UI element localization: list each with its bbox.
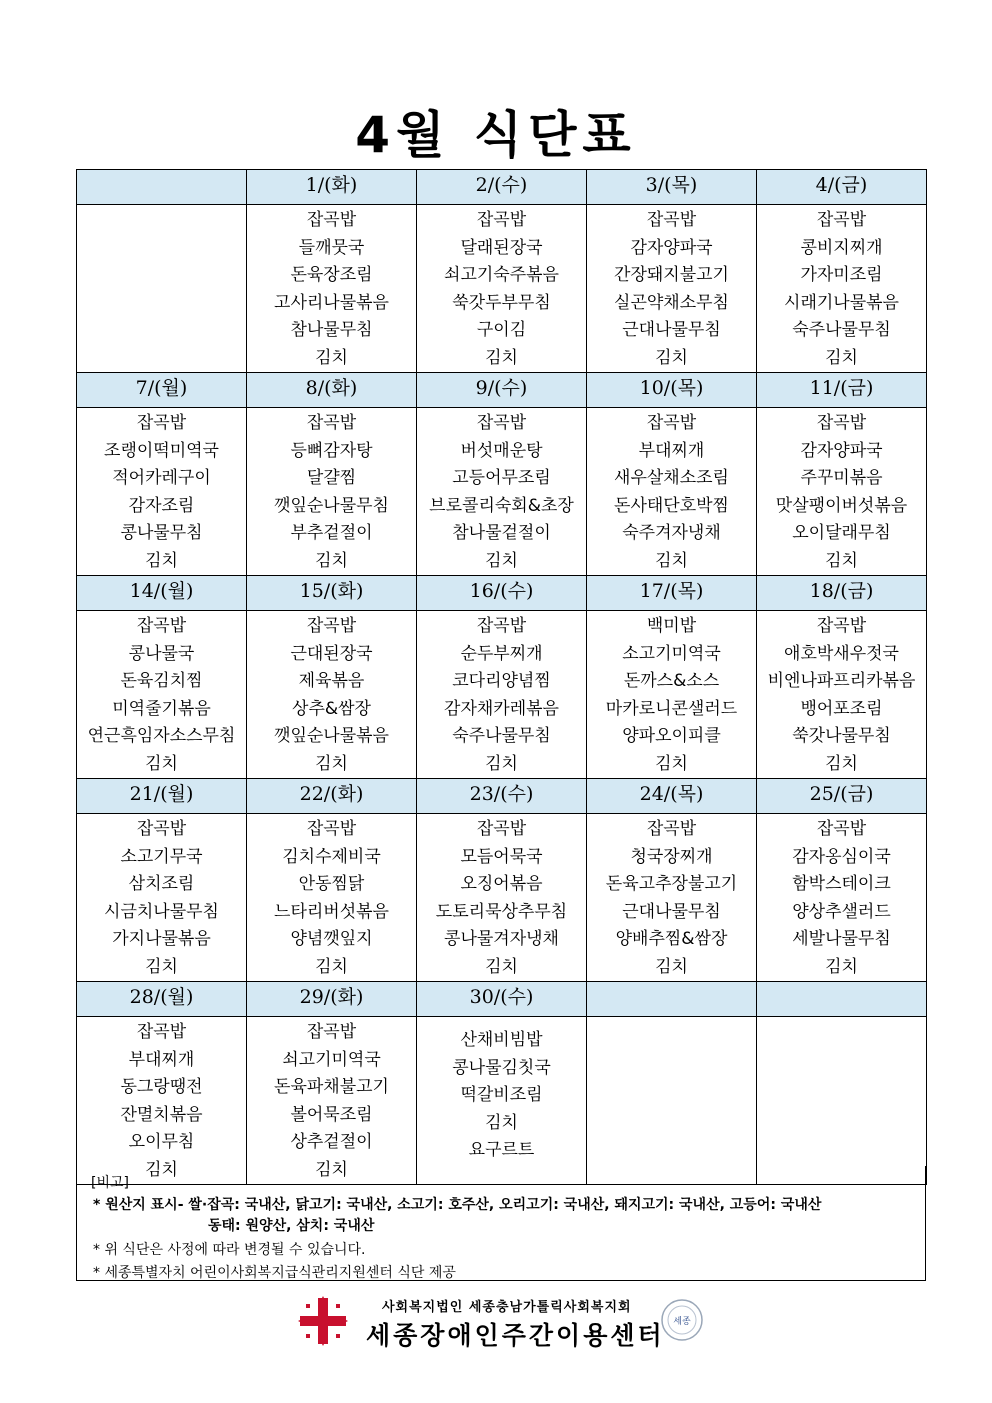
caritas-cross-logo-icon [298, 1296, 348, 1346]
menu-list [417, 611, 586, 778]
menu-list [587, 408, 756, 575]
day-header: 9/(수) [417, 373, 587, 408]
seal-text: 세종 [673, 1317, 691, 1327]
menu-item: 잡곡밥 [476, 616, 527, 636]
day-menu-cell [417, 1017, 587, 1185]
menu-item: 잡곡밥 [816, 616, 867, 636]
menu-item: 안동찜닭 [298, 874, 365, 894]
menu-item: 감자채카레볶음 [444, 698, 559, 719]
menu-item: 양배추찜&쌈장 [615, 929, 728, 949]
week-header-row [77, 373, 927, 408]
footer [0, 1294, 992, 1354]
menu-item: 구이김 [476, 320, 527, 340]
day-menu-cell [77, 1017, 247, 1185]
menu-item: 달걀찜 [306, 468, 357, 488]
menu-item: 간장돼지불고기 [614, 265, 729, 285]
menu-list [77, 408, 246, 575]
day-header: 2/(수) [417, 170, 587, 205]
menu-item: 가자미조림 [800, 265, 883, 285]
day-menu-cell [757, 1017, 927, 1185]
menu-item: 감자조림 [128, 495, 195, 516]
menu-item: 잡곡밥 [816, 210, 867, 230]
menu-item: 양념깻잎지 [290, 929, 373, 949]
notes-heading: [비고] [91, 1175, 129, 1191]
menu-item: 뱅어포조림 [800, 698, 883, 719]
menu-item: 근대나물무침 [622, 901, 721, 922]
menu-item: 쑥갓두부무침 [452, 292, 551, 313]
day-header: 18/(금) [757, 576, 927, 611]
menu-item: 김치 [315, 753, 348, 774]
menu-item: 근대나물무침 [622, 320, 721, 340]
menu-list [757, 205, 926, 372]
day-header: 28/(월) [77, 982, 247, 1017]
week-menu-row [77, 1017, 927, 1185]
origin-notice-cont: 동태: 원양산, 삼치: 국내산 [208, 1218, 375, 1234]
menu-list [417, 1017, 586, 1165]
menu-item: 비엔나파프리카볶음 [767, 671, 916, 691]
menu-item: 고사리나물볶음 [274, 292, 389, 313]
menu-list [417, 205, 586, 372]
menu-item: 김치수제비국 [282, 846, 381, 867]
day-header: 24/(목) [587, 779, 757, 814]
menu-list [757, 408, 926, 575]
menu-list [757, 611, 926, 778]
menu-item: 돈육파채불고기 [274, 1077, 389, 1097]
menu-item: 브로콜리숙회&초장 [429, 495, 574, 516]
menu-item: 코다리양념찜 [452, 671, 551, 691]
menu-item: 김치 [485, 753, 518, 774]
day-menu-cell [247, 611, 417, 779]
menu-item: 김치 [315, 956, 348, 977]
menu-list [417, 814, 586, 981]
menu-item: 김치 [315, 1159, 348, 1180]
org-name: 세종장애인주간이용센터 [366, 1321, 665, 1350]
menu-item: 돈육장조림 [290, 265, 373, 285]
day-menu-cell [417, 408, 587, 576]
menu-list [247, 814, 416, 981]
menu-item: 들깨뭇국 [298, 237, 365, 258]
menu-item: 순두부찌개 [460, 643, 543, 664]
day-menu-cell [417, 611, 587, 779]
menu-item: 김치 [655, 347, 688, 368]
day-header: 15/(화) [247, 576, 417, 611]
day-header: 8/(화) [247, 373, 417, 408]
menu-item: 김치 [315, 347, 348, 368]
menu-item: 쑥갓나물무침 [792, 726, 891, 746]
week-header-row [77, 170, 927, 205]
menu-item: 근대된장국 [290, 643, 373, 664]
menu-item: 잡곡밥 [306, 616, 357, 636]
menu-item: 참나물겉절이 [452, 523, 551, 543]
menu-item: 달래된장국 [460, 237, 543, 258]
menu-item: 김치 [825, 347, 858, 368]
menu-item: 김치 [145, 956, 178, 977]
menu-item: 김치 [485, 550, 518, 571]
menu-item: 감자양파국 [800, 440, 883, 461]
menu-item: 부대찌개 [638, 440, 705, 461]
menu-item: 깻잎순나물볶음 [274, 726, 389, 746]
week-header-row [77, 779, 927, 814]
menu-item: 산채비빔밥 [460, 1030, 543, 1050]
menu-item: 마카로니콘샐러드 [605, 698, 738, 719]
menu-item: 콩나물겨자냉채 [444, 929, 559, 949]
day-menu-cell [247, 1017, 417, 1185]
menu-item: 콩비지찌개 [800, 237, 883, 258]
menu-item: 시금치나물무침 [104, 901, 219, 922]
menu-item: 돈육고추장불고기 [605, 874, 738, 894]
menu-item: 잡곡밥 [476, 210, 527, 230]
menu-item: 잡곡밥 [136, 616, 187, 636]
menu-item: 김치 [145, 753, 178, 774]
menu-item: 오이무침 [128, 1132, 195, 1152]
day-header: 29/(화) [247, 982, 417, 1017]
day-header [587, 982, 757, 1017]
menu-item: 잡곡밥 [136, 819, 187, 839]
menu-item: 상추&쌈장 [292, 698, 371, 719]
day-header: 1/(화) [247, 170, 417, 205]
menu-item: 김치 [485, 1112, 518, 1133]
menu-item: 상추겉절이 [290, 1132, 373, 1152]
day-header: 10/(목) [587, 373, 757, 408]
menu-item: 삼치조림 [128, 874, 195, 894]
day-menu-cell [587, 814, 757, 982]
menu-list [587, 611, 756, 778]
menu-list [247, 611, 416, 778]
menu-item: 함박스테이크 [792, 874, 891, 894]
day-menu-cell [587, 611, 757, 779]
menu-item: 콩나물국 [128, 643, 195, 664]
day-menu-cell [587, 408, 757, 576]
menu-item: 잔멸치볶음 [120, 1104, 203, 1125]
menu-item: 느타리버섯볶음 [274, 901, 389, 922]
day-header: 22/(화) [247, 779, 417, 814]
menu-item: 새우살채소조림 [614, 468, 729, 488]
week-header-row [77, 576, 927, 611]
change-notice: * 위 식단은 사정에 따라 변경될 수 있습니다. [93, 1242, 366, 1258]
menu-item: 김치 [485, 347, 518, 368]
provider-notice: * 세종특별자치 어린이사회복지급식관리지원센터 식단 제공 [93, 1265, 456, 1281]
menu-item: 잡곡밥 [816, 819, 867, 839]
menu-item: 미역줄기볶음 [112, 698, 211, 719]
menu-item: 돈사태단호박찜 [614, 495, 729, 516]
menu-list [77, 205, 246, 207]
menu-list [247, 1017, 416, 1184]
menu-item: 버섯매운탕 [460, 440, 543, 461]
menu-item: 잡곡밥 [306, 413, 357, 433]
menu-item: 고등어무조림 [452, 468, 551, 488]
menu-item: 김치 [825, 753, 858, 774]
day-menu-cell [757, 814, 927, 982]
menu-item: 잡곡밥 [476, 819, 527, 839]
menu-item: 도토리묵상추무침 [435, 901, 568, 922]
menu-item: 잡곡밥 [136, 413, 187, 433]
menu-item: 등뼈감자탕 [290, 440, 373, 461]
menu-item: 잡곡밥 [306, 210, 357, 230]
menu-item: 실곤약채소무침 [614, 292, 729, 313]
day-menu-cell [77, 205, 247, 373]
day-menu-cell [587, 1017, 757, 1185]
menu-item: 숙주나물무침 [452, 726, 551, 746]
menu-item: 잡곡밥 [136, 1022, 187, 1042]
day-header: 7/(월) [77, 373, 247, 408]
menu-item: 김치 [145, 1159, 178, 1180]
menu-list [587, 205, 756, 372]
menu-list [247, 408, 416, 575]
week-menu-row [77, 611, 927, 779]
menu-item: 제육볶음 [298, 671, 365, 691]
menu-item: 가지나물볶음 [112, 929, 211, 949]
menu-item: 떡갈비조림 [460, 1085, 543, 1105]
menu-item: 오징어볶음 [460, 874, 543, 894]
day-header: 16/(수) [417, 576, 587, 611]
menu-item: 숙주겨자냉채 [622, 523, 721, 543]
menu-item: 볼어묵조림 [290, 1104, 373, 1125]
menu-item: 주꾸미볶음 [800, 468, 883, 488]
menu-item: 감자양파국 [630, 237, 713, 258]
menu-item: 연근흑임자소스무침 [87, 726, 236, 746]
menu-item: 쇠고기미역국 [282, 1049, 381, 1070]
day-menu-cell [77, 611, 247, 779]
day-menu-cell [247, 205, 417, 373]
day-menu-cell [77, 408, 247, 576]
day-header [77, 170, 247, 205]
menu-item: 김치 [655, 550, 688, 571]
week-menu-row [77, 814, 927, 982]
menu-item: 잡곡밥 [646, 413, 697, 433]
menu-item: 콩나물김칫국 [452, 1057, 551, 1078]
menu-list [757, 814, 926, 981]
day-header: 3/(목) [587, 170, 757, 205]
day-menu-cell [247, 814, 417, 982]
menu-list [77, 814, 246, 981]
day-menu-cell [417, 814, 587, 982]
menu-item: 오이달래무침 [792, 523, 891, 543]
day-header [757, 982, 927, 1017]
menu-item: 김치 [485, 956, 518, 977]
menu-item: 돈육김치찜 [120, 671, 203, 691]
menu-item: 부추겉절이 [290, 523, 373, 543]
menu-list [417, 408, 586, 575]
menu-item: 적어카레구이 [112, 468, 211, 488]
menu-item: 부대찌개 [128, 1049, 195, 1070]
week-menu-row [77, 408, 927, 576]
menu-item: 잡곡밥 [646, 819, 697, 839]
day-header: 14/(월) [77, 576, 247, 611]
menu-item: 잡곡밥 [646, 210, 697, 230]
day-header: 4/(금) [757, 170, 927, 205]
menu-item: 잡곡밥 [306, 819, 357, 839]
menu-item: 참나물무침 [290, 320, 373, 340]
menu-item: 동그랑땡전 [120, 1077, 203, 1097]
day-header: 21/(월) [77, 779, 247, 814]
menu-item: 애호박새우젓국 [784, 643, 899, 664]
menu-item: 양상추샐러드 [792, 901, 891, 922]
menu-item: 돈까스&소스 [623, 671, 720, 691]
menu-list [247, 205, 416, 372]
day-menu-cell [247, 408, 417, 576]
menu-item: 백미밥 [646, 616, 697, 636]
origin-notice: * 원산지 표시- 쌀·잡곡: 국내산, 닭고기: 국내산, 소고기: 호주산, 오리고기: 국내산, 돼지고기: 국내산, 고등어: 국내산 [93, 1197, 822, 1213]
day-header: 17/(목) [587, 576, 757, 611]
notes-section [76, 1166, 926, 1281]
menu-list [77, 1017, 246, 1184]
menu-item: 깻잎순나물무침 [274, 495, 389, 516]
menu-list [587, 814, 756, 981]
menu-item: 모듬어묵국 [460, 846, 543, 867]
menu-item: 김치 [825, 956, 858, 977]
menu-item: 잡곡밥 [816, 413, 867, 433]
day-menu-cell [587, 205, 757, 373]
day-menu-cell [757, 611, 927, 779]
menu-item: 시래기나물볶음 [784, 292, 899, 313]
menu-item: 양파오이피클 [622, 726, 721, 746]
day-menu-cell [757, 408, 927, 576]
day-menu-cell [417, 205, 587, 373]
menu-item: 조랭이떡미역국 [104, 440, 219, 461]
day-header: 11/(금) [757, 373, 927, 408]
page-title: 4월 식단표 [355, 106, 637, 164]
day-header: 25/(금) [757, 779, 927, 814]
menu-item: 소고기미역국 [622, 643, 721, 664]
menu-item: 맛살팽이버섯볶음 [775, 495, 908, 516]
menu-item: 쇠고기숙주볶음 [444, 265, 559, 285]
menu-item: 잡곡밥 [476, 413, 527, 433]
menu-item: 숙주나물무침 [792, 320, 891, 340]
menu-item: 콩나물무침 [120, 523, 203, 543]
menu-item: 김치 [315, 550, 348, 571]
day-header: 30/(수) [417, 982, 587, 1017]
menu-list [77, 611, 246, 778]
day-header: 23/(수) [417, 779, 587, 814]
week-header-row [77, 982, 927, 1017]
sejong-city-seal-icon [660, 1298, 704, 1342]
menu-item: 감자옹심이국 [792, 846, 891, 867]
menu-list [587, 1017, 756, 1019]
menu-item: 잡곡밥 [306, 1022, 357, 1042]
menu-item: 요구르트 [468, 1140, 535, 1160]
week-menu-row [77, 205, 927, 373]
menu-item: 김치 [825, 550, 858, 571]
menu-table [76, 169, 927, 1185]
day-menu-cell [77, 814, 247, 982]
day-menu-cell [757, 205, 927, 373]
menu-item: 세발나물무침 [792, 929, 891, 949]
menu-list [757, 1017, 926, 1019]
menu-item: 김치 [655, 753, 688, 774]
menu-item: 청국장찌개 [630, 846, 713, 867]
menu-item: 김치 [655, 956, 688, 977]
menu-item: 소고기무국 [120, 846, 203, 867]
menu-item: 김치 [145, 550, 178, 571]
org-parent-name: 사회복지법인 세종충남가톨릭사회복지회 [382, 1300, 632, 1315]
